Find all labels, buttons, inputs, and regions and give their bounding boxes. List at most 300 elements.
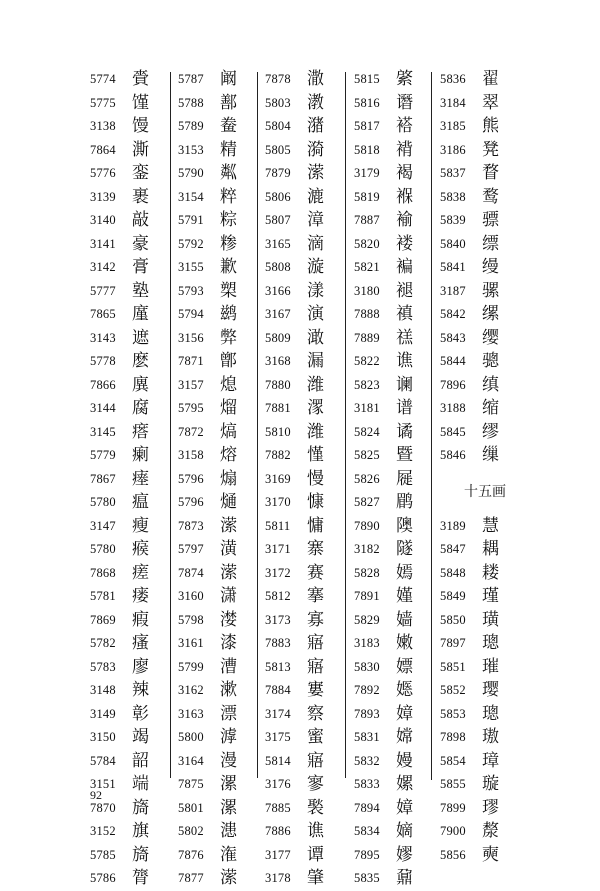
entry-number: 5812 [265, 589, 291, 604]
entry-number: 5806 [265, 189, 291, 204]
list-item [354, 562, 413, 586]
list-item [178, 515, 237, 539]
entry-character: 熘 [220, 398, 237, 419]
entry-number: 3176 [265, 777, 291, 792]
entry-character: 寠 [307, 680, 324, 701]
list-item [354, 303, 413, 327]
entry-character: 漫 [220, 750, 237, 771]
entry-number: 5844 [440, 354, 466, 369]
entry-number: 5850 [440, 612, 466, 627]
entry-number: 3182 [354, 542, 380, 557]
entry-number: 3169 [265, 471, 291, 486]
list-item [354, 115, 413, 139]
entry-character: 璆 [482, 797, 499, 818]
entry-number: 3162 [178, 683, 204, 698]
entry-number: 5843 [440, 330, 466, 345]
character-column-2 [178, 68, 237, 891]
list-item [178, 750, 237, 774]
entry-character: 隧 [396, 539, 413, 560]
entry-number: 7874 [178, 565, 204, 580]
list-item [265, 233, 324, 257]
entry-number: 7864 [90, 142, 116, 157]
entry-number: 3151 [90, 777, 116, 792]
entry-number: 5779 [90, 448, 116, 463]
entry-number: 7877 [178, 871, 204, 886]
entry-character: 嫘 [396, 774, 413, 795]
list-item [440, 421, 530, 445]
entry-number: 5788 [178, 95, 204, 110]
entry-character: 翟 [482, 69, 499, 90]
list-item [265, 303, 324, 327]
entry-character: 缪 [482, 421, 499, 442]
entry-number: 7896 [440, 377, 466, 392]
entry-number: 7890 [354, 518, 380, 533]
entry-character: 璜 [482, 609, 499, 630]
list-item [90, 491, 149, 515]
entry-character: 寤 [307, 633, 324, 654]
entry-character: 翠 [482, 92, 499, 113]
list-item [354, 327, 413, 351]
entry-number: 7872 [178, 424, 204, 439]
entry-character: 褪 [396, 280, 413, 301]
list-item [178, 491, 237, 515]
entry-character: 寤 [307, 656, 324, 677]
list-item [90, 820, 149, 844]
entry-character: 馑 [132, 92, 149, 113]
entry-number: 5775 [90, 95, 116, 110]
entry-number: 5778 [90, 354, 116, 369]
entry-number: 5816 [354, 95, 380, 110]
list-item [265, 632, 324, 656]
list-item [178, 303, 237, 327]
entry-character: 滹 [220, 727, 237, 748]
list-item [265, 397, 324, 421]
entry-number: 5777 [90, 283, 116, 298]
entry-character: 褧 [307, 797, 324, 818]
entry-number: 5840 [440, 236, 466, 251]
list-item [440, 233, 530, 257]
list-item [440, 280, 530, 304]
entry-character: 褛 [396, 233, 413, 254]
entry-number: 5836 [440, 72, 466, 87]
entry-number: 3144 [90, 401, 116, 416]
list-item [354, 209, 413, 233]
entry-number: 5835 [354, 871, 380, 886]
entry-character: 鄯 [220, 92, 237, 113]
list-item [265, 139, 324, 163]
list-item [440, 538, 530, 562]
entry-character: 漂 [220, 703, 237, 724]
entry-character: 鲞 [220, 116, 237, 137]
list-item [90, 726, 149, 750]
list-item [178, 538, 237, 562]
list-item [440, 444, 530, 468]
entry-number: 5791 [178, 213, 204, 228]
list-item [440, 350, 530, 374]
list-item [265, 844, 324, 868]
entry-number: 5828 [354, 565, 380, 580]
entry-number: 3157 [178, 377, 204, 392]
list-item [265, 421, 324, 445]
entry-character: 骡 [482, 280, 499, 301]
entry-character: 璁 [482, 633, 499, 654]
list-item [265, 656, 324, 680]
entry-character: 谯 [307, 821, 324, 842]
entry-number: 5776 [90, 166, 116, 181]
entry-character: 漦 [482, 821, 499, 842]
entry-number: 5799 [178, 659, 204, 674]
entry-character: 豪 [132, 233, 149, 254]
entry-number: 5798 [178, 612, 204, 627]
entry-number: 7894 [354, 800, 380, 815]
entry-character: 瘩 [132, 421, 149, 442]
list-item [90, 750, 149, 774]
list-item [265, 350, 324, 374]
list-item [178, 421, 237, 445]
entry-character: 煽 [220, 468, 237, 489]
entry-number: 5846 [440, 448, 466, 463]
entry-number: 5800 [178, 730, 204, 745]
entry-character: 嫕 [396, 680, 413, 701]
entry-number: 5811 [265, 518, 291, 533]
entry-number: 7889 [354, 330, 380, 345]
column-divider [345, 72, 346, 778]
entry-character: 褐 [396, 163, 413, 184]
list-item [354, 491, 413, 515]
entry-character: 隩 [396, 515, 413, 536]
list-item [354, 397, 413, 421]
entry-character: 鹜 [482, 186, 499, 207]
entry-number: 5852 [440, 683, 466, 698]
list-item [178, 679, 237, 703]
entry-character: 褓 [396, 186, 413, 207]
list-item [354, 186, 413, 210]
list-item [354, 162, 413, 186]
list-item [178, 585, 237, 609]
entry-character: 嫩 [396, 633, 413, 654]
entry-number: 7898 [440, 730, 466, 745]
entry-character: 粽 [220, 210, 237, 231]
entry-number: 7878 [265, 72, 291, 87]
list-item [440, 186, 530, 210]
entry-number: 7891 [354, 589, 380, 604]
list-item [354, 773, 413, 797]
list-item [90, 350, 149, 374]
entry-character: 潢 [220, 539, 237, 560]
entry-number: 3168 [265, 354, 291, 369]
list-item [265, 209, 324, 233]
entry-number: 3177 [265, 847, 291, 862]
entry-character: 熔 [220, 445, 237, 466]
entry-character: 廖 [132, 656, 149, 677]
entry-character: 熇 [220, 421, 237, 442]
entry-character: 韶 [132, 750, 149, 771]
list-item [90, 515, 149, 539]
entry-character: 竭 [132, 727, 149, 748]
entry-character: 綮 [396, 69, 413, 90]
list-item [265, 162, 324, 186]
entry-number: 7869 [90, 612, 116, 627]
entry-character: 槊 [220, 280, 237, 301]
entry-character: 嫜 [396, 797, 413, 818]
list-item [178, 609, 237, 633]
list-item [265, 92, 324, 116]
entry-number: 5817 [354, 119, 380, 134]
entry-character: 寥 [307, 774, 324, 795]
entry-character: 潍 [307, 374, 324, 395]
entry-character: 璈 [482, 727, 499, 748]
entry-character: 璇 [482, 774, 499, 795]
entry-number: 5820 [354, 236, 380, 251]
entry-number: 3188 [440, 401, 466, 416]
list-item [90, 327, 149, 351]
entry-character: 嫪 [396, 844, 413, 865]
entry-character: 鄫 [220, 351, 237, 372]
entry-number: 5819 [354, 189, 380, 204]
list-item [440, 303, 530, 327]
list-item [354, 515, 413, 539]
list-item [265, 538, 324, 562]
entry-number: 3172 [265, 565, 291, 580]
entry-number: 5827 [354, 495, 380, 510]
entry-character: 漩 [307, 257, 324, 278]
list-item [440, 327, 530, 351]
entry-character: 璋 [482, 750, 499, 771]
list-item [90, 374, 149, 398]
entry-number: 5830 [354, 659, 380, 674]
entry-number: 7886 [265, 824, 291, 839]
list-item [440, 703, 530, 727]
entry-character: 彰 [132, 703, 149, 724]
list-item [90, 421, 149, 445]
entry-number: 5795 [178, 401, 204, 416]
entry-character: 潴 [307, 116, 324, 137]
entry-character: 瘥 [132, 562, 149, 583]
list-item [440, 209, 530, 233]
list-item [440, 679, 530, 703]
entry-character: 寡 [307, 609, 324, 630]
entry-character: 瘟 [132, 492, 149, 513]
character-column-1 [90, 68, 149, 891]
entry-character: 缩 [482, 398, 499, 419]
stroke-count-heading: 十五画 [464, 484, 506, 500]
list-item [440, 68, 530, 92]
entry-character: 缫 [482, 445, 499, 466]
entry-character: 漯 [220, 797, 237, 818]
list-item [354, 585, 413, 609]
list-item [440, 750, 530, 774]
entry-number: 3163 [178, 706, 204, 721]
list-item [440, 609, 530, 633]
entry-number: 3187 [440, 283, 466, 298]
entry-number: 5802 [178, 824, 204, 839]
entry-number: 5780 [90, 495, 116, 510]
entry-character: 澌 [132, 139, 149, 160]
entry-character: 凳 [482, 139, 499, 160]
entry-character: 禛 [396, 304, 413, 325]
list-item [440, 139, 530, 163]
list-item [178, 468, 237, 492]
list-item [265, 491, 324, 515]
list-item [354, 280, 413, 304]
entry-number: 3147 [90, 518, 116, 533]
entry-number: 5838 [440, 189, 466, 204]
entry-number: 7888 [354, 307, 380, 322]
list-item [90, 632, 149, 656]
list-item [90, 562, 149, 586]
entry-character: 嫱 [396, 609, 413, 630]
list-item [265, 280, 324, 304]
entry-character: 廙 [132, 374, 149, 395]
entry-character: 谮 [396, 92, 413, 113]
list-item [178, 397, 237, 421]
entry-number: 5774 [90, 72, 116, 87]
list-item [440, 374, 530, 398]
entry-number: 7880 [265, 377, 291, 392]
list-item [354, 703, 413, 727]
list-item [178, 209, 237, 233]
entry-character: 糁 [220, 233, 237, 254]
list-item [178, 820, 237, 844]
entry-character: 暨 [396, 445, 413, 466]
entry-character: 肇 [307, 868, 324, 889]
entry-number: 3156 [178, 330, 204, 345]
entry-number: 5803 [265, 95, 291, 110]
entry-number: 7881 [265, 401, 291, 416]
list-item [265, 750, 324, 774]
entry-character: 辣 [132, 680, 149, 701]
list-item [265, 186, 324, 210]
entry-character: 澉 [307, 327, 324, 348]
entry-character: 瘦 [132, 515, 149, 536]
entry-character: 漳 [307, 210, 324, 231]
list-item [178, 162, 237, 186]
entry-number: 3150 [90, 730, 116, 745]
entry-number: 3138 [90, 119, 116, 134]
entry-number: 5782 [90, 636, 116, 651]
entry-number: 7870 [90, 800, 116, 815]
entry-number: 5809 [265, 330, 291, 345]
list-item [90, 162, 149, 186]
entry-number: 5833 [354, 777, 380, 792]
entry-character: 熄 [220, 374, 237, 395]
entry-character: 寤 [307, 750, 324, 771]
list-item [178, 115, 237, 139]
list-item [265, 703, 324, 727]
entry-character: 缧 [482, 304, 499, 325]
list-item [265, 562, 324, 586]
entry-number: 5792 [178, 236, 204, 251]
entry-number: 3153 [178, 142, 204, 157]
entry-character: 褙 [396, 139, 413, 160]
list-item [90, 397, 149, 421]
entry-character: 潆 [220, 562, 237, 583]
entry-character: 谰 [396, 374, 413, 395]
list-item [90, 280, 149, 304]
list-item [265, 444, 324, 468]
entry-number: 5841 [440, 260, 466, 275]
list-item [178, 186, 237, 210]
list-item [90, 844, 149, 868]
entry-character: 滴 [307, 233, 324, 254]
entry-character: 膏 [132, 257, 149, 278]
entry-number: 5813 [265, 659, 291, 674]
list-item [354, 374, 413, 398]
entry-character: 粹 [220, 186, 237, 207]
column-divider [257, 72, 258, 778]
entry-number: 3143 [90, 330, 116, 345]
entry-character: 嫦 [396, 727, 413, 748]
list-item [265, 115, 324, 139]
entry-number: 5790 [178, 166, 204, 181]
entry-character: 銮 [132, 163, 149, 184]
entry-character: 熊 [482, 116, 499, 137]
list-item [178, 92, 237, 116]
entry-number: 5814 [265, 753, 291, 768]
list-item [440, 656, 530, 680]
entry-character: 潈 [307, 398, 324, 419]
list-item [90, 303, 149, 327]
entry-number: 5797 [178, 542, 204, 557]
list-item [440, 515, 530, 539]
entry-number: 5807 [265, 213, 291, 228]
entry-character: 瘙 [132, 633, 149, 654]
entry-character: 慧 [482, 515, 499, 536]
entry-character: 缥 [482, 233, 499, 254]
entry-number: 5796 [178, 471, 204, 486]
list-item [354, 820, 413, 844]
entry-number: 5855 [440, 777, 466, 792]
character-column-3 [265, 68, 324, 891]
entry-character: 嫜 [396, 703, 413, 724]
list-item [90, 656, 149, 680]
list-item [90, 444, 149, 468]
entry-number: 5832 [354, 753, 380, 768]
entry-number: 7884 [265, 683, 291, 698]
entry-character: 鼐 [396, 868, 413, 889]
list-item [178, 562, 237, 586]
list-item [440, 562, 530, 586]
entry-number: 3173 [265, 612, 291, 627]
entry-number: 3158 [178, 448, 204, 463]
entry-character: 禚 [396, 327, 413, 348]
entry-character: 褡 [396, 116, 413, 137]
entry-character: 耦 [482, 539, 499, 560]
entry-number: 5781 [90, 589, 116, 604]
entry-number: 7876 [178, 847, 204, 862]
list-item [178, 867, 237, 891]
entry-character: 潇 [220, 586, 237, 607]
list-item [178, 139, 237, 163]
entry-number: 5821 [354, 260, 380, 275]
list-item [354, 750, 413, 774]
entry-character: 腐 [132, 398, 149, 419]
entry-number: 3184 [440, 95, 466, 110]
entry-number: 3142 [90, 260, 116, 275]
entry-character: 寨 [307, 539, 324, 560]
list-item [265, 820, 324, 844]
entry-character: 嫡 [396, 821, 413, 842]
entry-number: 7893 [354, 706, 380, 721]
entry-number: 5822 [354, 354, 380, 369]
list-item [178, 233, 237, 257]
entry-character: 慷 [307, 492, 324, 513]
entry-number: 3141 [90, 236, 116, 251]
entry-number: 7873 [178, 518, 204, 533]
list-item [440, 632, 530, 656]
entry-number: 5787 [178, 72, 204, 87]
entry-number: 5849 [440, 589, 466, 604]
